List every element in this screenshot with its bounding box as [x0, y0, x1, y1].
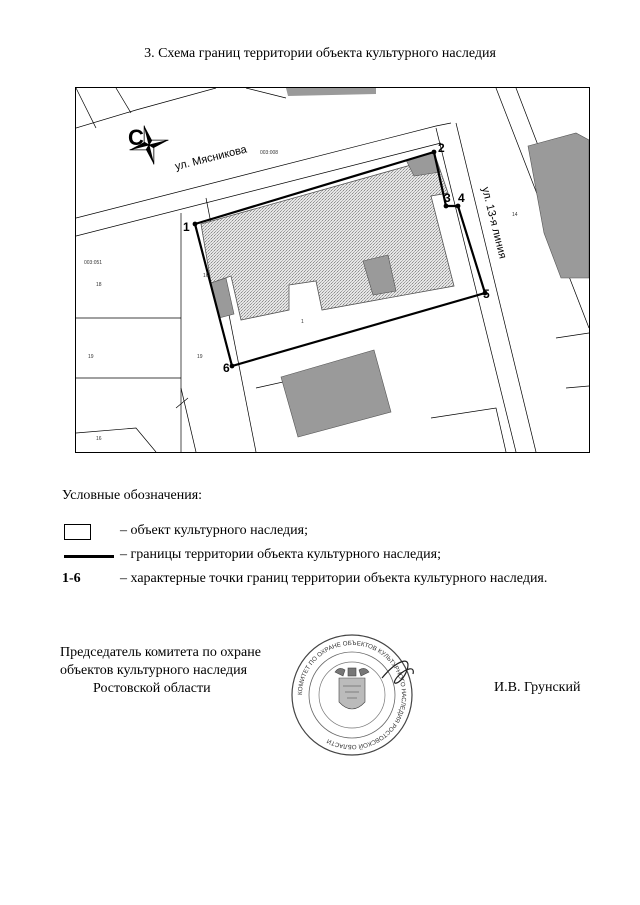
page-title: 3. Схема границ территории объекта культурного наследия: [144, 46, 496, 61]
street-label-right: ул. 13-я линия: [479, 185, 509, 260]
cadastral-label: 16: [96, 436, 102, 442]
street-label-top: ул. Мясникова: [173, 143, 249, 173]
map-canvas: [76, 88, 589, 452]
boundary-map: [75, 87, 590, 453]
legend-item-heritage: [62, 523, 622, 543]
cadastral-label: 19: [197, 354, 203, 360]
signer-name: И.В. Грунский: [494, 680, 581, 695]
point-label-4: 4: [458, 191, 465, 205]
official-seal: [287, 630, 417, 760]
heritage-object: [201, 158, 454, 320]
legend-text: – объект культурного наследия;: [120, 523, 308, 538]
coat-of-arms-icon: [335, 668, 369, 709]
legend-item-points: [62, 571, 622, 591]
cadastral-label: 18: [96, 282, 102, 288]
heritage-swatch: [64, 524, 91, 540]
signatory-title-line: Ростовской области: [93, 681, 211, 696]
cadastral-label: 16: [203, 273, 209, 279]
cadastral-label: 19: [88, 354, 94, 360]
cadastral-label: 003:008: [260, 150, 279, 156]
legend-item-boundary: [62, 547, 622, 567]
signatory-title-line: Председатель комитета по охране: [60, 645, 261, 660]
seal-text: КОМИТЕТ ПО ОХРАНЕ ОБЪЕКТОВ КУЛЬТУРНОГО НАСЛЕДИЯ РОСТОВСКОЙ ОБЛАСТИ: [296, 639, 408, 751]
signatory-title: [60, 644, 261, 698]
point-label-2: 2: [438, 141, 445, 155]
legend-heading: Условные обозначения:: [62, 488, 203, 503]
point-label-6: 6: [223, 361, 230, 375]
signatory-title-line: объектов культурного наследия: [60, 663, 248, 678]
legend-text: – характерные точки границ территории объекта культурного наследия.: [120, 571, 548, 586]
cadastral-label: 003:051: [84, 260, 103, 266]
point-label-1: 1: [183, 220, 190, 234]
legend-text: – границы территории объекта культурного наследия;: [120, 547, 441, 562]
point-label-5: 5: [483, 287, 490, 301]
points-range-label: 1-6: [62, 571, 81, 586]
point-label-3: 3: [444, 191, 451, 205]
compass-north-letter: С: [128, 125, 144, 150]
cadastral-label: 14: [512, 212, 518, 218]
cadastral-label: 1: [301, 319, 304, 325]
boundary-swatch: [64, 555, 114, 558]
